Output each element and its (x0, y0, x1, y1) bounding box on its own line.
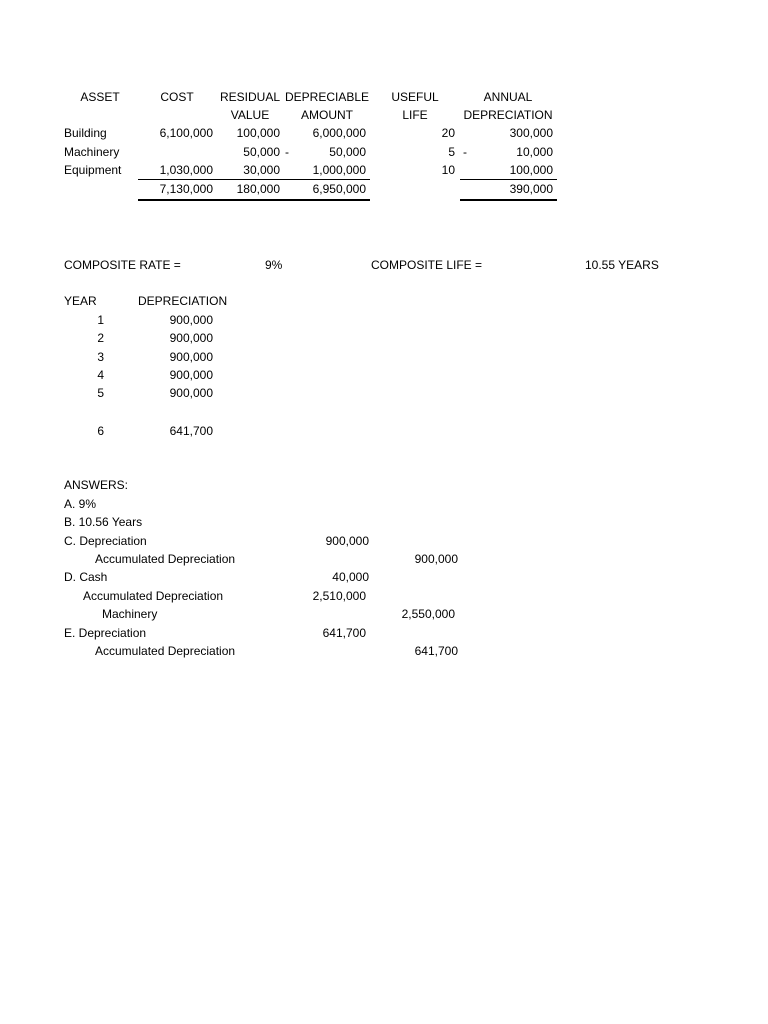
answer-d-machinery-label: Machinery (102, 607, 158, 621)
answer-c-credit-label: Accumulated Depreciation (95, 552, 236, 566)
total-depreciable: 6,950,000 (312, 182, 366, 196)
answer-e-debit: 641,700 (322, 626, 366, 640)
row-residual: 30,000 (243, 163, 280, 177)
composite-rate-value: 9% (265, 258, 283, 272)
schedule-year: 4 (97, 368, 104, 382)
schedule-dep-header: DEPRECIATION (138, 294, 228, 308)
row-cost: 6,100,000 (159, 126, 213, 140)
row-residual-dash: - (285, 145, 289, 159)
header-cost: COST (160, 90, 194, 104)
total-rule (138, 199, 370, 201)
schedule-year: 1 (97, 313, 104, 327)
row-life: 10 (441, 163, 455, 177)
schedule-year: 5 (97, 386, 104, 400)
answer-d-label: D. Cash (64, 570, 108, 584)
schedule-dep: 900,000 (169, 350, 213, 364)
row-asset: Equipment (64, 163, 122, 177)
schedule-dep: 900,000 (169, 386, 213, 400)
answer-d-debit: 40,000 (332, 570, 369, 584)
subtotal-rule-annual (460, 179, 557, 180)
answer-e-label: E. Depreciation (64, 626, 147, 640)
row-cost: 1,030,000 (159, 163, 213, 177)
row-life-dash: - (463, 145, 467, 159)
row-life: 5 (448, 145, 455, 159)
row-asset: Building (64, 126, 107, 140)
row-depreciable: 50,000 (329, 145, 366, 159)
header-depreciable-2: AMOUNT (301, 108, 353, 122)
subtotal-rule (138, 179, 370, 180)
answer-a: A. 9% (64, 497, 97, 511)
header-depreciable: DEPRECIABLE (284, 90, 370, 104)
schedule-year: 2 (97, 331, 104, 345)
header-useful-2: LIFE (402, 108, 428, 122)
header-residual-2: VALUE (230, 108, 270, 122)
row-asset: Machinery (64, 145, 120, 159)
row-annual: 10,000 (516, 145, 553, 159)
schedule-dep: 900,000 (169, 313, 213, 327)
schedule-dep: 641,700 (169, 424, 213, 438)
row-depreciable: 1,000,000 (312, 163, 366, 177)
answer-c-debit: 900,000 (325, 534, 369, 548)
answer-c-credit: 900,000 (414, 552, 458, 566)
answer-c-label: C. Depreciation (64, 534, 147, 548)
schedule-year: 3 (97, 350, 104, 364)
composite-life-value: 10.55 YEARS (585, 258, 659, 272)
answer-e-credit: 641,700 (414, 644, 458, 658)
total-cost: 7,130,000 (159, 182, 213, 196)
schedule-dep: 900,000 (169, 368, 213, 382)
header-annual-2: DEPRECIATION (463, 108, 553, 122)
row-residual: 100,000 (236, 126, 280, 140)
answer-b: B. 10.56 Years (64, 515, 143, 529)
header-residual: RESIDUAL (219, 90, 281, 104)
answer-d-accum: 2,510,000 (312, 589, 366, 603)
total-rule-annual (460, 199, 557, 201)
composite-rate-label: COMPOSITE RATE = (64, 258, 181, 272)
total-annual: 390,000 (509, 182, 553, 196)
row-depreciable: 6,000,000 (312, 126, 366, 140)
answer-e-credit-label: Accumulated Depreciation (95, 644, 236, 658)
total-residual: 180,000 (236, 182, 280, 196)
schedule-year: 6 (97, 424, 104, 438)
header-annual: ANNUAL (483, 90, 533, 104)
schedule-dep: 900,000 (169, 331, 213, 345)
answer-d-accum-label: Accumulated Depreciation (83, 589, 224, 603)
row-residual: 50,000 (243, 145, 280, 159)
row-life: 20 (441, 126, 455, 140)
schedule-year-header: YEAR (64, 294, 97, 308)
answers-title: ANSWERS: (64, 478, 129, 492)
header-useful: USEFUL (391, 90, 439, 104)
row-annual: 100,000 (509, 163, 553, 177)
answer-d-credit: 2,550,000 (401, 607, 455, 621)
composite-life-label: COMPOSITE LIFE = (371, 258, 483, 272)
row-annual: 300,000 (509, 126, 553, 140)
header-asset: ASSET (80, 90, 120, 104)
